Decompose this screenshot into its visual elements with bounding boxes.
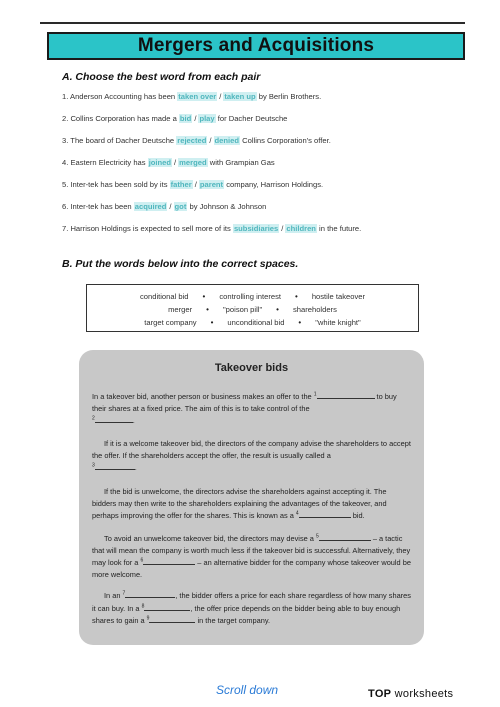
word: merger [168,305,193,314]
separator: / [194,180,197,189]
answer-blank[interactable] [141,602,190,611]
answer-blank[interactable] [95,414,135,426]
option-2[interactable]: parent [199,180,224,189]
list-item [62,178,462,200]
blank-number: 1 [313,391,317,398]
word-row [87,316,418,329]
word: "white knight" [315,318,361,327]
option-1[interactable]: joined [148,158,172,167]
blank-number: 5 [315,533,319,540]
option-2[interactable]: taken up [224,92,256,101]
word: "poison pill" [222,305,263,314]
bullet: • [295,292,298,301]
paragraph-4 [92,532,412,580]
blank-number: 2 [92,415,95,422]
section-a-heading: A. Choose the best word from each pair [62,71,261,83]
paragraph-5 [92,589,412,627]
separator: / [174,158,177,167]
paragraph-text: If it is a welcome takeover bid, the directors of the company advise the shareholders to accept the offer. If the shareholders accept the offer, the result is usually called a [92,439,411,460]
option-2[interactable]: play [199,114,215,123]
bullet: • [210,318,214,327]
separator: / [219,92,222,101]
paragraph-text: . [132,416,135,426]
answer-blank[interactable] [143,556,195,565]
list-item [62,200,462,222]
blank-number: 6 [140,557,144,564]
question-text: in the future. [316,224,362,233]
paragraph-text: , the offer price depends on the bidder being able to buy enough shares to gain a [92,603,401,626]
paragraph-1 [92,390,412,427]
question-text: 7. Harrison Holdings is expected to sell more of its [62,224,233,233]
word: hostile takeover [311,292,365,301]
question-text: 3. The board of Dacher Deutsche [62,136,177,145]
bullet: • [202,292,206,301]
word: controlling interest [219,292,281,301]
word-bank [86,284,419,332]
word-row [87,303,418,316]
question-text: 5. Inter-tek has been sold by its [62,180,170,189]
paragraph-3 [92,486,412,522]
paragraph-2 [92,438,412,474]
paragraph-text: bid. [350,511,365,521]
separator: / [209,136,212,145]
question-text: by Berlin Brothers. [256,92,322,101]
blank-number: 9 [146,615,150,622]
bullet: • [276,305,279,314]
question-text: for Dacher Deutsche [215,114,288,123]
blank-number: 8 [141,603,145,610]
paragraph-text: In an [104,591,123,600]
section-b-heading: B. Put the words below into the correct spaces. [62,258,299,270]
word: shareholders [292,305,337,314]
brand-logo [368,688,453,700]
paragraph-text: . [134,463,137,473]
paragraph-text: To avoid an unwelcome takeover bid, the directors may devise a [104,534,316,543]
option-2[interactable]: children [286,224,316,233]
title-banner [47,32,465,60]
separator: / [169,202,172,211]
list-item [62,112,462,134]
list-item [62,134,462,156]
answer-blank[interactable] [299,509,351,518]
option-2[interactable]: got [174,202,187,211]
answer-blank[interactable] [317,390,375,399]
reading-panel [79,350,424,645]
paragraph-text: – an alternative bidder for the company whose takeover would be more welcome. [92,558,411,579]
question-list [62,90,462,244]
word: conditional bid [139,292,189,301]
blank-number: 4 [295,510,299,517]
brand-top: TOP [368,688,392,700]
word: target company [144,318,197,327]
option-1[interactable]: subsidiaries [233,224,279,233]
question-text: 4. Eastern Electricity has [62,158,148,167]
brand-rest: worksheets [391,688,454,700]
paragraph-text: , the bidder offers a price for each share regardless of how many shares it can buy. In a [92,591,411,613]
question-text: 1. Anderson Accounting has been [62,92,178,101]
bullet: • [206,305,209,314]
answer-blank[interactable] [319,532,371,541]
panel-title: Takeover bids [214,362,289,374]
option-1[interactable]: taken over [178,92,217,101]
answer-blank[interactable] [146,614,195,623]
question-text: by Johnson & Johnson [187,202,267,211]
question-text: 2. Collins Corporation has made a [62,114,179,123]
separator: / [281,224,284,233]
paragraph-text: – a tactic that will mean the company is worth much less if the takeover bid is successful. Alternatively, they may look for a [92,534,411,568]
blank-number: 3 [92,462,95,469]
option-2[interactable]: denied [214,136,240,145]
separator: / [194,114,197,123]
answer-blank[interactable] [122,589,175,598]
option-1[interactable]: bid [179,114,192,123]
option-1[interactable]: father [170,180,192,189]
question-text: 6. Inter-tek has been [62,202,134,211]
page-title: Mergers and Acquisitions [137,35,375,56]
question-text: Collins Corporation's offer. [240,136,331,145]
list-item [62,222,462,244]
top-rule [40,22,465,24]
scroll-down-hint[interactable]: Scroll down [216,683,279,697]
paragraph-text: in the target company. [195,616,271,626]
paragraph-text: to buy their shares at a fixed price. The aim of this is to take control of the [92,392,397,413]
blank-number: 7 [122,590,126,597]
option-1[interactable]: acquired [134,202,167,211]
word-row [87,290,418,303]
answer-blank[interactable] [95,461,137,473]
word: unconditional bid [227,318,285,327]
question-text: with Grampian Gas [207,158,275,167]
option-2[interactable]: merged [179,158,207,167]
paragraph-text: In a takeover bid, another person or business makes an offer to the [92,392,314,401]
paragraph-text: If the bid is unwelcome, the directors advise the shareholders against accepting it. The bidders may then write to the shareholders explaining the advantages of the takeover, and perhaps improving the offer for the shares. This is known as a [92,487,387,521]
bullet: • [298,318,302,327]
list-item [62,156,462,178]
list-item [62,90,462,112]
option-1[interactable]: rejected [177,136,207,145]
question-text: company, Harrison Holdings. [224,180,324,189]
